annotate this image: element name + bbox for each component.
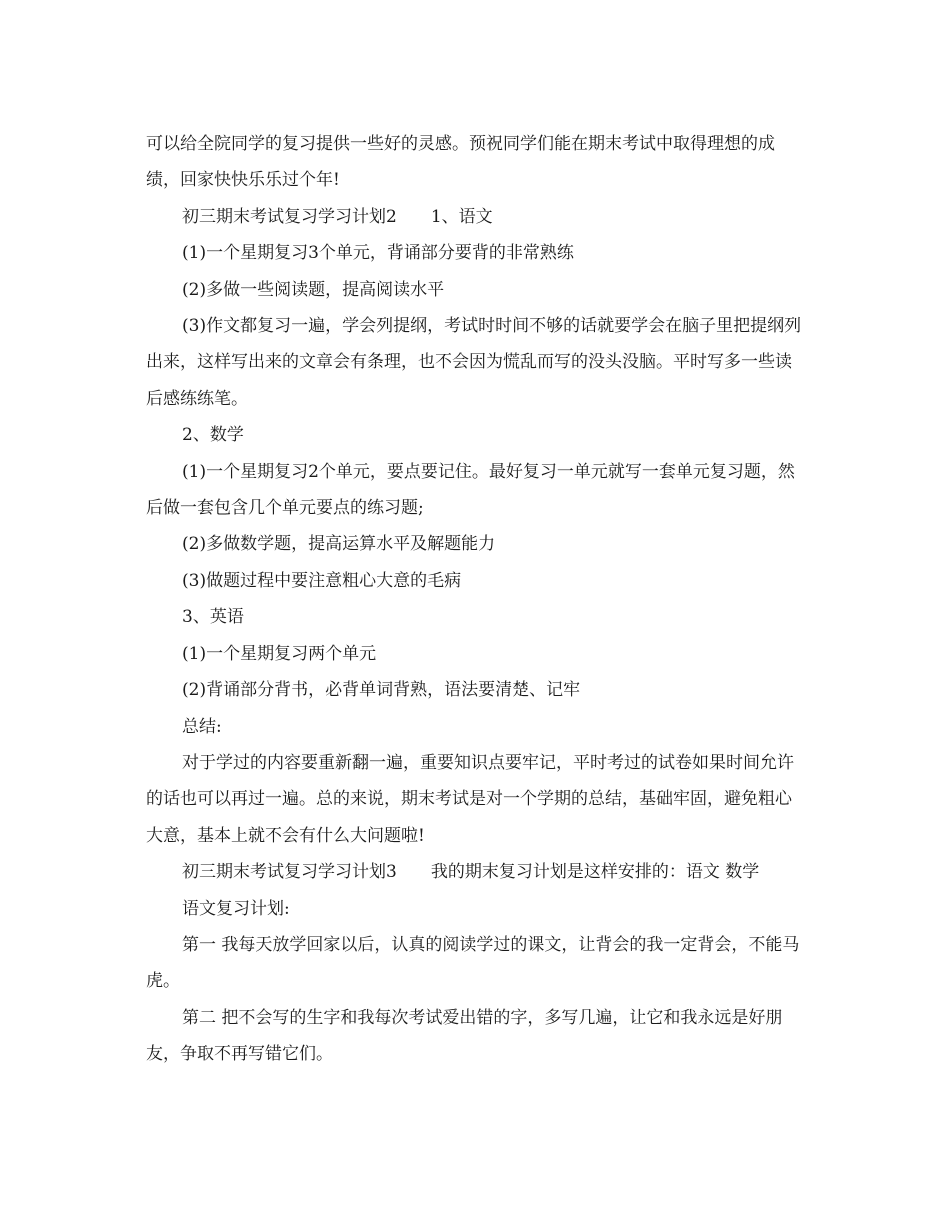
subject-heading-english: 3、英语 xyxy=(182,607,244,628)
paragraph: 对于学过的内容要重新翻一遍，重要知识点要牢记，平时考过的试卷如果时间允许的话也可以再过一遍。总的来说，期末考试是对一个学期的总结，基础牢固，避免粗心大意，基本上就不会有什么大问题啦! xyxy=(146,752,794,846)
list-item: (1)一个星期复习3个单元，背诵部分要背的非常熟练 xyxy=(182,243,574,264)
list-item: (1)一个星期复习2个单元，要点要记住。最好复习一单元就写一套单元复习题，然后做一套包含几个单元要点的练习题; xyxy=(146,461,795,519)
list-item: (2)背诵部分背书，必背单词背熟，语法要清楚、记牢 xyxy=(182,680,581,701)
paragraph: 第二 把不会写的生字和我每次考试爱出错的字，多写几遍，让它和我永远是好朋友，争取不再写错它们。 xyxy=(146,1007,783,1065)
paragraph: 第一 我每天放学回家以后，认真的阅读学过的课文，让背会的我一定背会，不能马虎。 xyxy=(146,934,800,992)
document-body xyxy=(146,126,806,1073)
list-item: (1)一个星期复习两个单元 xyxy=(182,643,377,664)
list-item: (3)做题过程中要注意粗心大意的毛病 xyxy=(182,570,462,591)
list-item: (2)多做数学题，提高运算水平及解题能力 xyxy=(182,534,496,555)
subject-heading-math: 2、数学 xyxy=(182,425,244,446)
chinese-plan-heading: 语文复习计划: xyxy=(182,898,290,919)
paragraph: 可以给全院同学的复习提供一些好的灵感。预祝同学们能在期末考试中取得理想的成绩，回家快快乐乐过个年! xyxy=(146,134,775,191)
list-item: (2)多做一些阅读题，提高阅读水平 xyxy=(182,279,445,300)
section-heading-plan-3: 初三期末考试复习学习计划3 我的期末复习计划是这样安排的：语文 数学 xyxy=(182,862,760,883)
list-item: (3)作文都复习一遍，学会列提纲，考试时时间不够的话就要学会在脑子里把提纲列出来，这样写出来的文章会有条理，也不会因为慌乱而写的没头没脑。平时写多一些读后感练练笔。 xyxy=(146,316,802,409)
section-heading-plan-2: 初三期末考试复习学习计划2 1、语文 xyxy=(182,206,493,227)
summary-heading: 总结: xyxy=(182,716,222,737)
